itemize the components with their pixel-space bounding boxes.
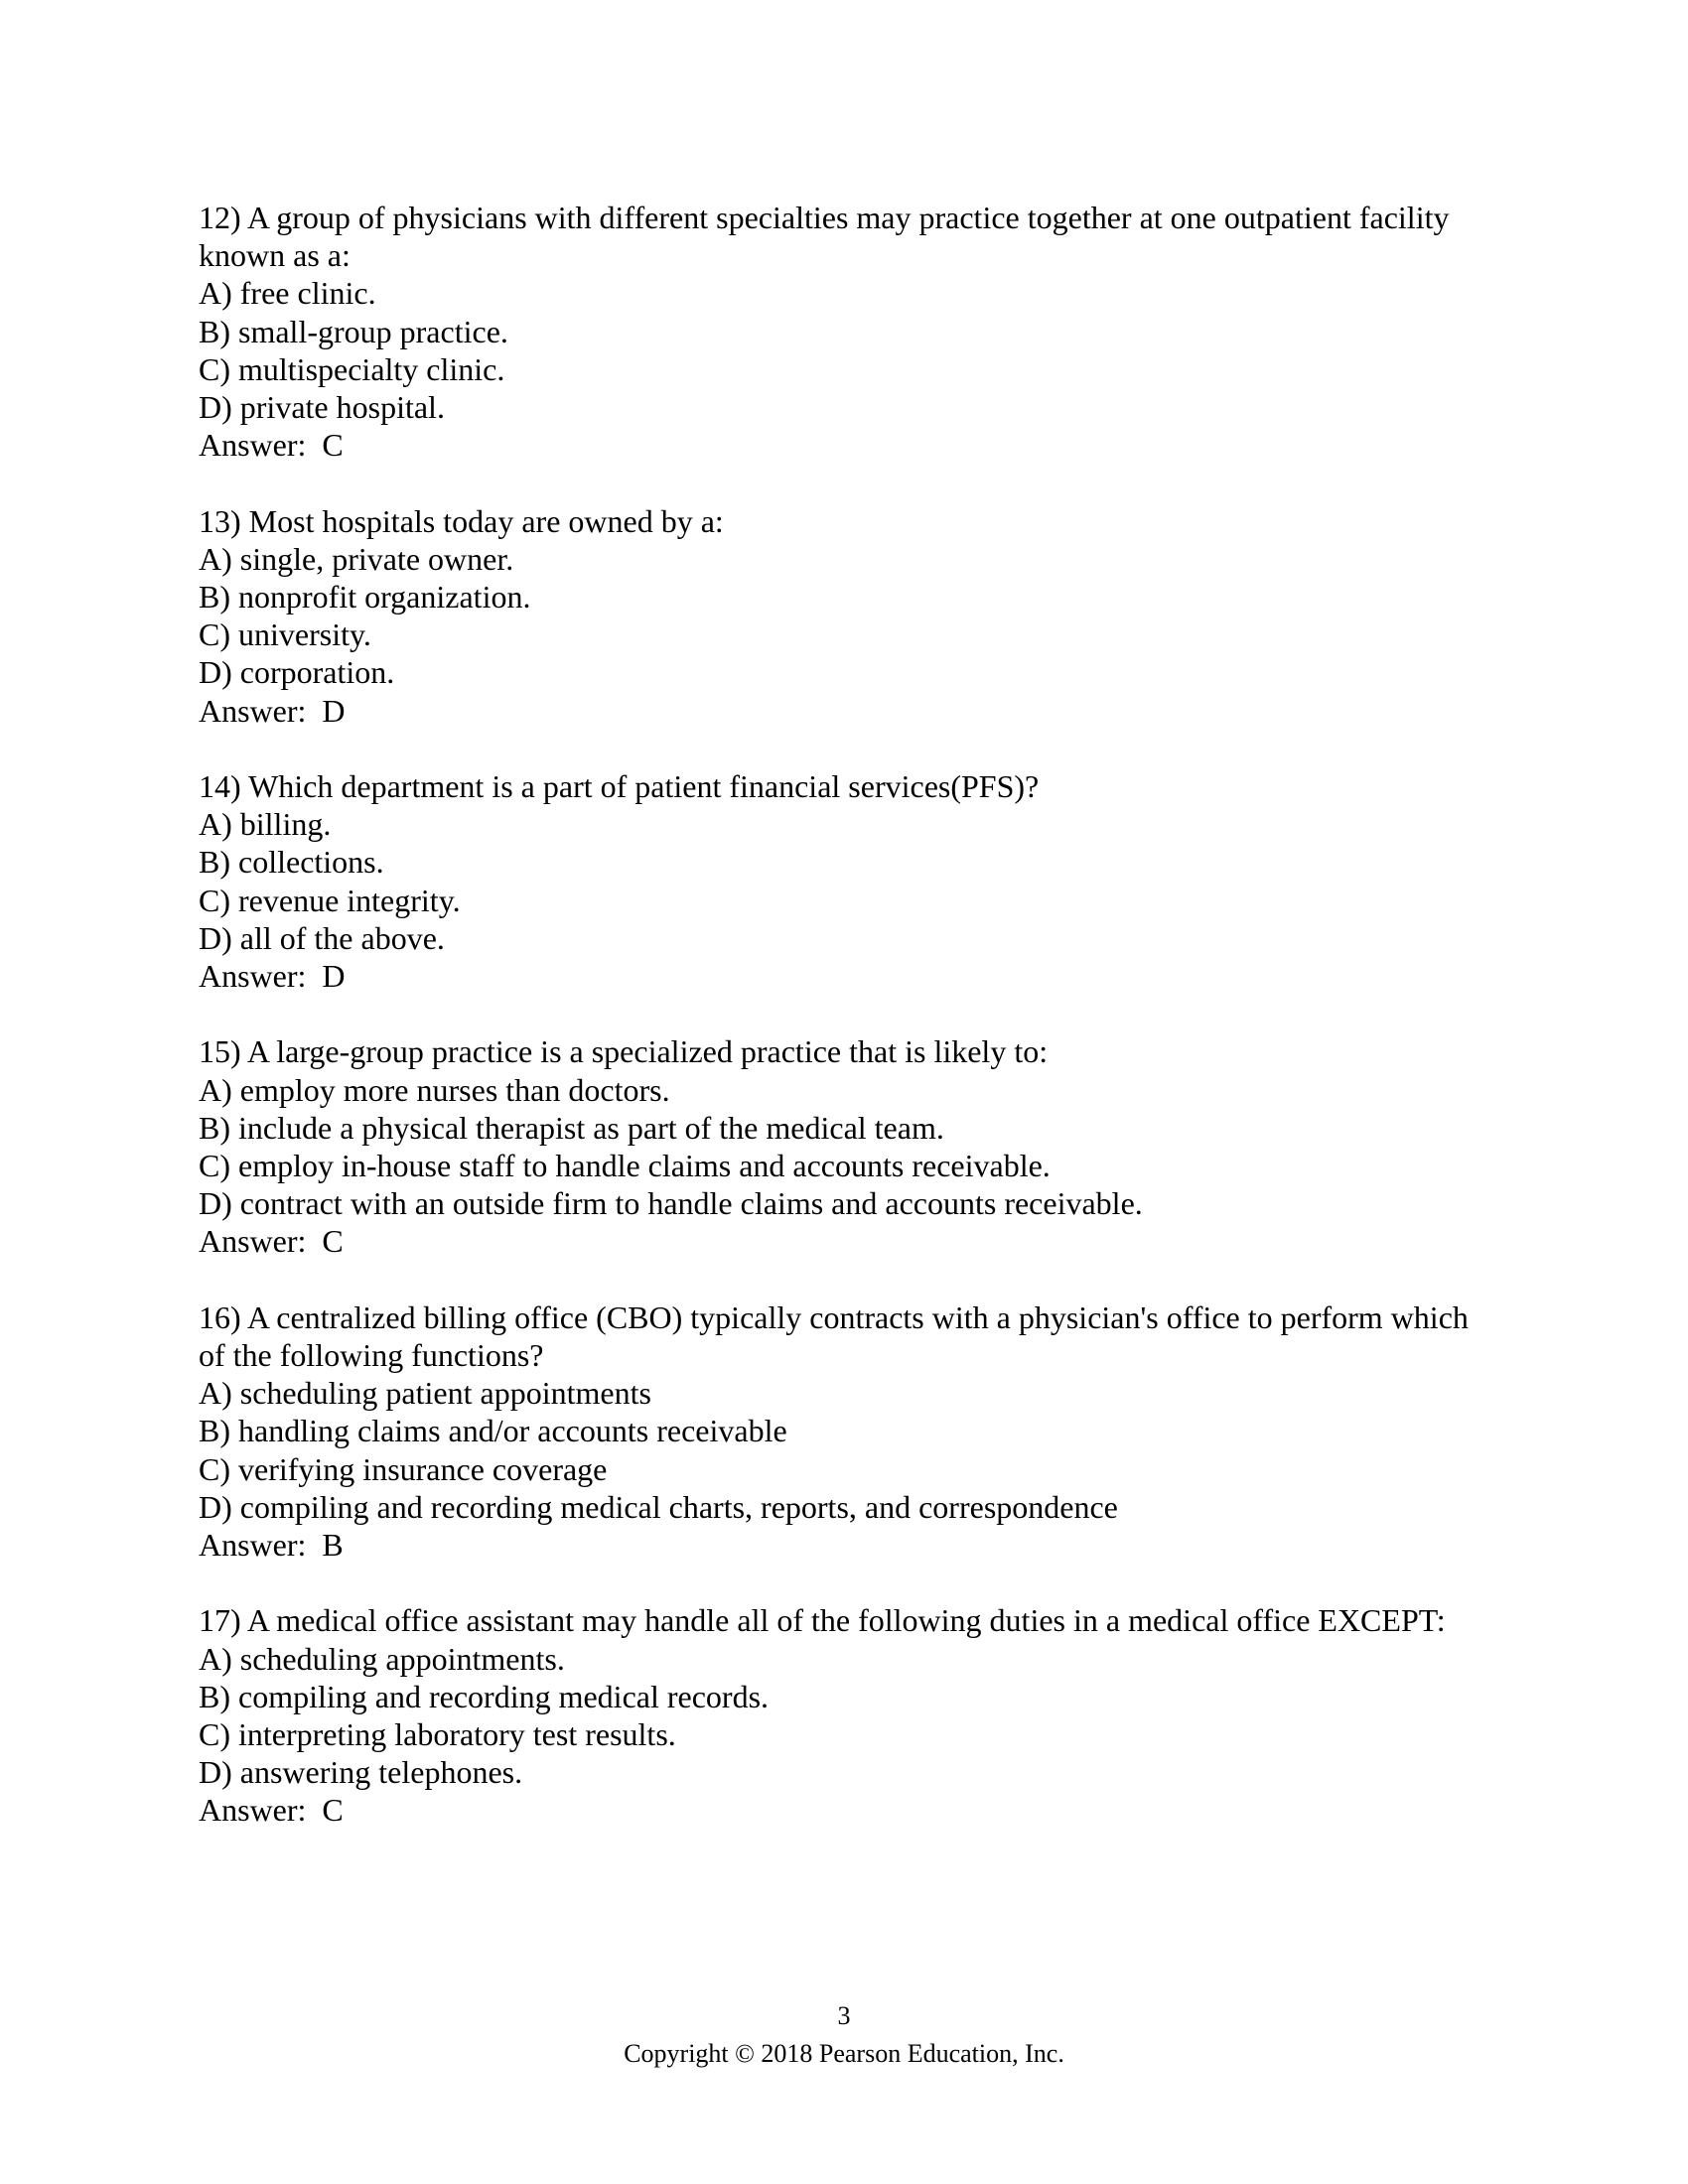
question-text: 14) Which department is a part of patient financial services(PFS)? bbox=[199, 768, 1040, 805]
option-b: B) handling claims and/or accounts receivable bbox=[199, 1413, 787, 1449]
question-text: 13) Most hospitals today are owned by a: bbox=[199, 502, 724, 539]
question-16 bbox=[199, 1298, 1489, 1564]
question-text: 12) A group of physicians with different specialties may practice together at one outpatient facility known as a: bbox=[199, 200, 1450, 274]
answer: Answer: D bbox=[199, 692, 346, 729]
option-a: A) scheduling appointments. bbox=[199, 1640, 565, 1677]
answer: Answer: C bbox=[199, 427, 344, 464]
option-c: C) university. bbox=[199, 616, 371, 653]
option-c: C) interpreting laboratory test results. bbox=[199, 1716, 676, 1753]
copyright-notice: Copyright © 2018 Pearson Education, Inc. bbox=[624, 2039, 1064, 2068]
option-a: A) scheduling patient appointments bbox=[199, 1375, 651, 1412]
question-list bbox=[199, 199, 1489, 1830]
option-b: B) include a physical therapist as part of the medical team. bbox=[199, 1109, 944, 1146]
question-12 bbox=[199, 199, 1489, 464]
option-c: C) revenue integrity. bbox=[199, 882, 461, 918]
option-b: B) compiling and recording medical records. bbox=[199, 1678, 770, 1714]
option-d: D) compiling and recording medical charts, reports, and correspondence bbox=[199, 1488, 1118, 1525]
option-d: D) answering telephones. bbox=[199, 1754, 523, 1791]
option-b: B) small-group practice. bbox=[199, 313, 508, 349]
answer: Answer: B bbox=[199, 1527, 344, 1564]
option-c: C) employ in-house staff to handle claims and accounts receivable. bbox=[199, 1148, 1051, 1184]
question-text: 16) A centralized billing office (CBO) typically contracts with a physician's office to perform which of the following functions? bbox=[199, 1298, 1469, 1374]
option-a: A) employ more nurses than doctors. bbox=[199, 1071, 670, 1108]
page-number: 3 bbox=[837, 2001, 851, 2030]
question-15 bbox=[199, 1032, 1489, 1260]
question-14 bbox=[199, 767, 1489, 995]
option-c: C) multispecialty clinic. bbox=[199, 350, 505, 387]
option-d: D) private hospital. bbox=[199, 389, 445, 426]
option-a: A) free clinic. bbox=[199, 275, 376, 312]
question-17 bbox=[199, 1601, 1489, 1829]
option-d: D) corporation. bbox=[199, 654, 395, 691]
option-a: A) single, private owner. bbox=[199, 540, 514, 577]
answer: Answer: D bbox=[199, 958, 346, 995]
option-b: B) nonprofit organization. bbox=[199, 579, 531, 615]
answer: Answer: C bbox=[199, 1223, 344, 1260]
question-text: 15) A large-group practice is a specialized practice that is likely to: bbox=[199, 1033, 1049, 1070]
option-d: D) all of the above. bbox=[199, 919, 445, 956]
option-a: A) billing. bbox=[199, 806, 332, 843]
question-13 bbox=[199, 502, 1489, 730]
option-c: C) verifying insurance coverage bbox=[199, 1450, 608, 1487]
option-d: D) contract with an outside firm to handle claims and accounts receivable. bbox=[199, 1185, 1143, 1222]
answer: Answer: C bbox=[199, 1792, 344, 1829]
option-b: B) collections. bbox=[199, 844, 384, 881]
question-text: 17) A medical office assistant may handle all of the following duties in a medical office EXCEPT: bbox=[199, 1602, 1446, 1639]
